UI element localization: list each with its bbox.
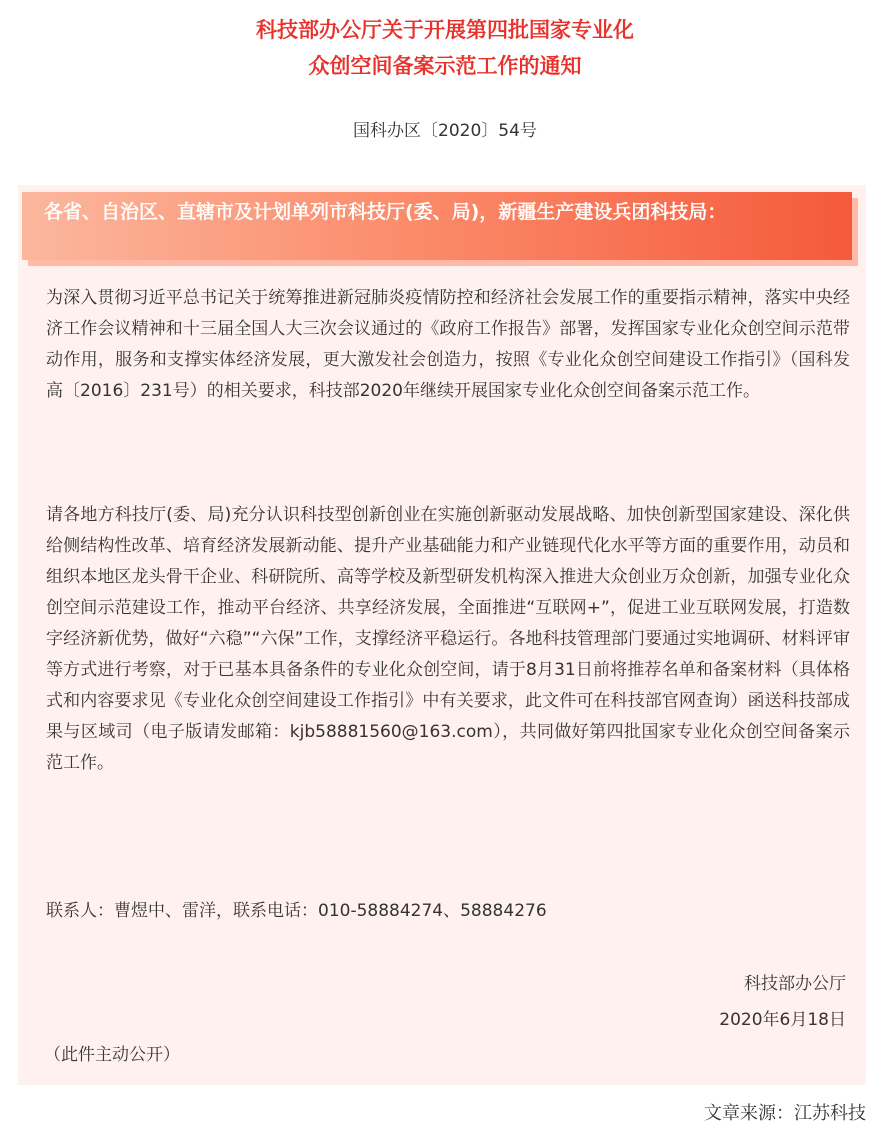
body-paragraph-2: 请各地方科技厅(委、局)充分认识科技型创新创业在实施创新驱动发展战略、加快创新型国家建设、深化供给侧结构性改革、培育经济发展新动能、提升产业基础能力和产业链现代化水平等方面的重要作用，动员和组织本地区龙头骨干企业、科研院所、高等学校及新型研发机构深入推进大众创业万众创新，加强专业化众创空间示范建设工作，推动平台经济、共享经济发展，全面推进“互联网+”，促进工业互联网发展，打造数字经济新优势，做好“六稳”“六保”工作，支撑经济平稳运行。各地科技管理部门要通过实地调研、材料评审等方式进行考察，对于已基本具备条件的专业化众创空间，请于8月31日前将推荐名单和备案材料（具体格式和内容要求见《专业化众创空间建设工作指引》中有关要求，此文件可在科技部官网查询）函送科技部成果与区域司（电子版请发邮箱：kjb58881560@163.com），共同做好第四批国家专业化众创空间备案示范工作。 bbox=[46, 505, 850, 773]
body-paragraph-1: 为深入贯彻习近平总书记关于统筹推进新冠肺炎疫情防控和经济社会发展工作的重要指示精神，落实中央经济工作会议精神和十三届全国人大三次会议通过的《政府工作报告》部署，发挥国家专业化众创空间示范带动作用，服务和支撑实体经济发展，更大激发社会创造力，按照《专业化众创空间建设工作指引》（国科发高〔2016〕231号）的相关要求，科技部2020年继续开展国家专业化众创空间备案示范工作。 bbox=[46, 288, 850, 401]
article-source: 文章来源：江苏科技 bbox=[704, 1103, 866, 1124]
signature-office: 科技部办公厅 bbox=[744, 974, 846, 994]
signature-date: 2020年6月18日 bbox=[719, 1010, 846, 1030]
notice-title-line-2: 众创空间备案示范工作的通知 bbox=[308, 54, 582, 78]
notice-title-line-1: 科技部办公厅关于开展第四批国家专业化 bbox=[256, 18, 634, 42]
addressee-text: 各省、自治区、直辖市及计划单列市科技厅(委、局)，新疆生产建设兵团科技局： bbox=[44, 201, 727, 223]
contact-info: 联系人：曹煜中、雷洋，联系电话：010-58884274、58884276 bbox=[46, 901, 547, 921]
disclosure-note: （此件主动公开） bbox=[44, 1045, 180, 1065]
addressee-banner bbox=[22, 192, 852, 260]
document-number: 国科办区〔2020〕54号 bbox=[353, 121, 537, 141]
